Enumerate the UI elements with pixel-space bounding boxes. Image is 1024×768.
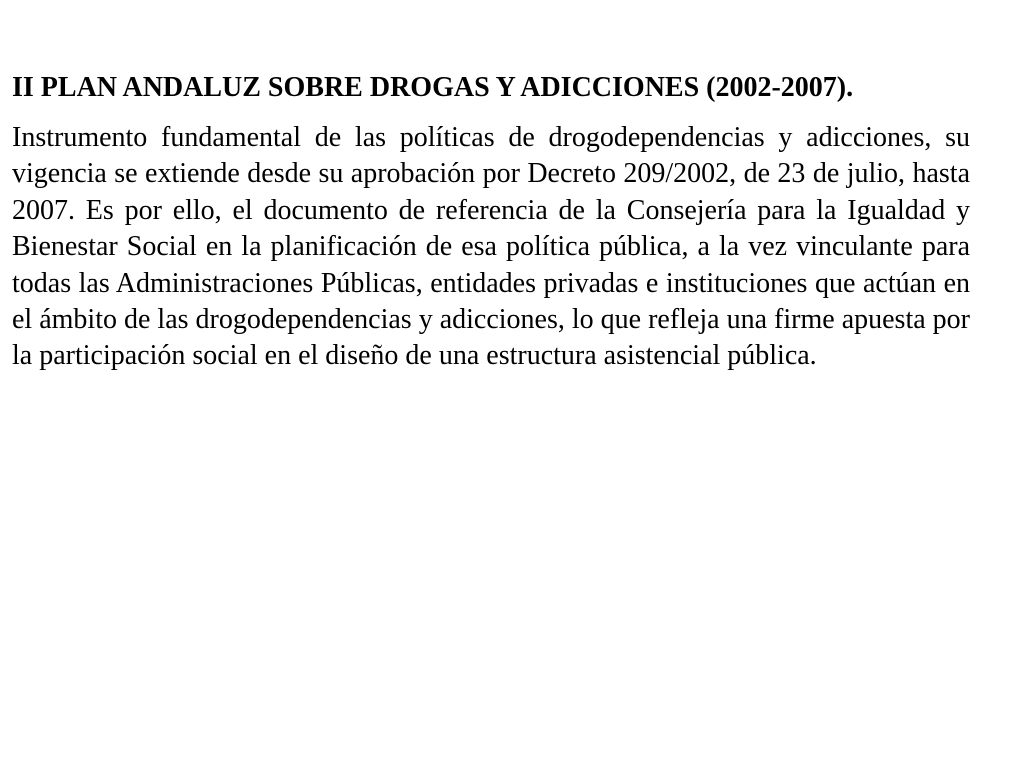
slide-content [12,70,970,375]
slide-title: II PLAN ANDALUZ SOBRE DROGAS Y ADICCIONES (2002-2007). [12,72,854,103]
slide-body-paragraph: Instrumento fundamental de las políticas de drogodependencias y adicciones, su vigencia se extiende desde su aprobación por Decreto 209/2002, de 23 de julio, hasta 2007. Es por ello, el documento de referencia de la Consejería para la Igualdad y Bienestar Social en la planificación de esa política pública, a la vez vinculante para todas las Administraciones Públicas, entidades privadas e instituciones que actúan en el ámbito de las drogodependencias y adicciones, lo que refleja una firme apuesta por la participación social en el diseño de una estructura asistencial pública. [12,122,970,372]
